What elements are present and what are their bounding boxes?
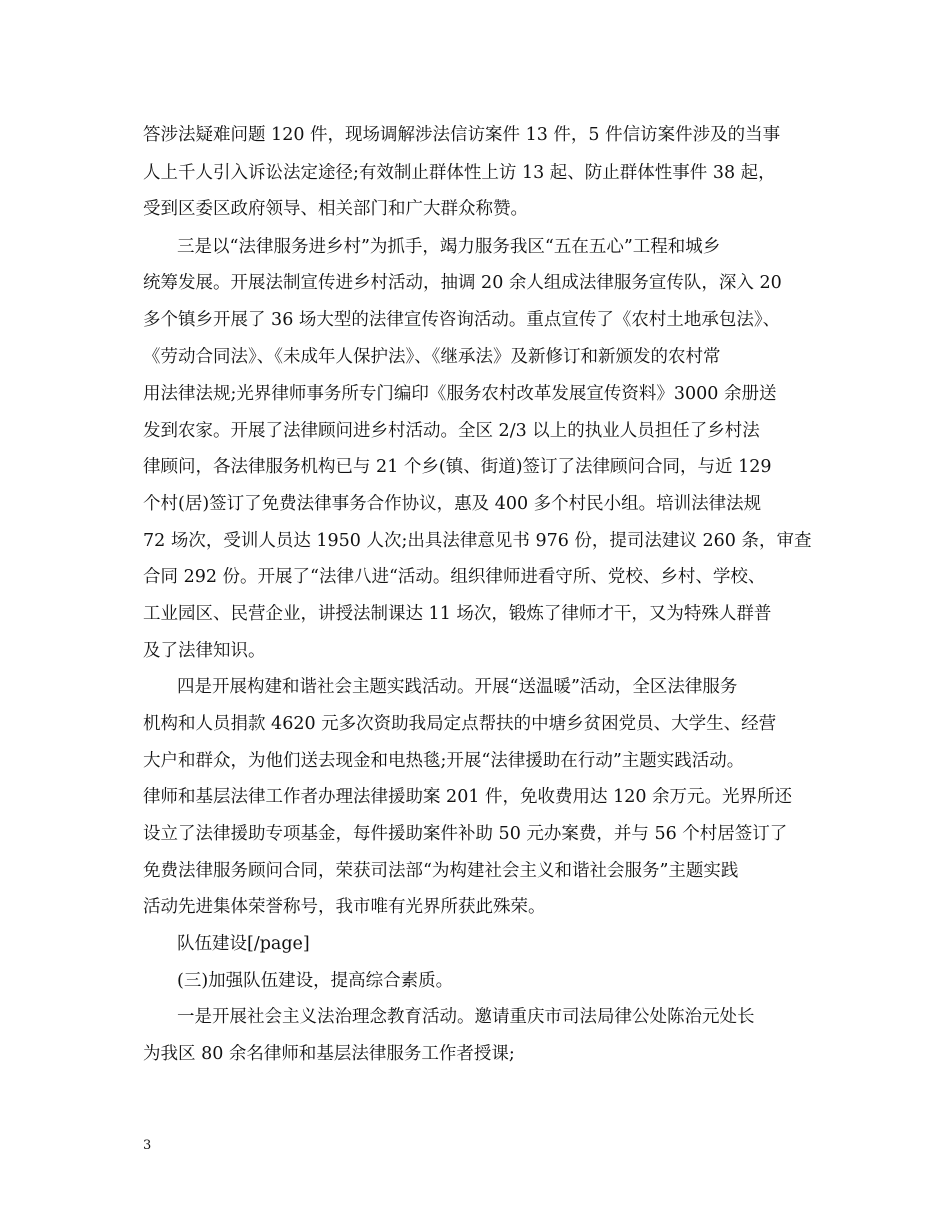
text-line: 个村(居)签订了免费法律事务合作协议，惠及 400 多个村民小组。培训法律法规 xyxy=(143,494,762,514)
text-line: 为我区 80 余名律师和基层法律服务工作者授课; xyxy=(143,1044,515,1064)
text-line: 大户和群众，为他们送去现金和电热毯;开展“法律援助在行动”主题实践活动。 xyxy=(143,751,745,771)
text-line: 设立了法律援助专项基金，每件援助案件补助 50 元办案费，并与 56 个村居签订了 xyxy=(143,824,788,844)
text-line: 活动先进集体荣誉称号，我市唯有光界所获此殊荣。 xyxy=(143,897,546,917)
text-line: 统筹发展。开展法制宣传进乡村活动，抽调 20 余人组成法律服务宣传队，深入 20 xyxy=(143,273,782,293)
paragraph-start-line: 四是开展构建和谐社会主题实践活动。开展“送温暖”活动，全区法律服务 xyxy=(177,677,738,697)
text-line: 答涉法疑难问题 120 件，现场调解涉法信访案件 13 件，5 件信访案件涉及的当事 xyxy=(143,125,781,145)
paragraph-start-line: 三是以“法律服务进乡村”为抓手，竭力服务我区“五在五心”工程和城乡 xyxy=(177,237,721,257)
text-line: 多个镇乡开展了 36 场大型的法律宣传咨询活动。重点宣传了《农村土地承包法》、 xyxy=(143,310,781,330)
text-line: 及了法律知识。 xyxy=(143,641,266,661)
text-line: 合同 292 份。开展了“法律八进“活动。组织律师进看守所、党校、乡村、学校、 xyxy=(143,567,766,587)
page-number: 3 xyxy=(143,1138,152,1153)
text-line: 机构和人员捐款 4620 元多次资助我局定点帮扶的中塘乡贫困党员、大学生、经营 xyxy=(143,714,777,734)
text-line: 72 场次，受训人员达 1950 人次;出具法律意见书 976 份，提司法建议 260 条，审查 xyxy=(143,531,812,551)
section-label: 队伍建设[/page] xyxy=(177,934,310,954)
text-line: 用法律法规;光界律师事务所专门编印《服务农村改革发展宣传资料》3000 余册送 xyxy=(143,384,777,404)
text-line: 人上千人引入诉讼法定途径;有效制止群体性上访 13 起、防止群体性事件 38 起， xyxy=(143,163,776,183)
paragraph-start-line: 一是开展社会主义法治理念教育活动。邀请重庆市司法局律公处陈治元处长 xyxy=(177,1007,755,1027)
text-line: 发到农家。开展了法律顾问进乡村活动。全区 2/3 以上的执业人员担任了乡村法 xyxy=(143,421,760,441)
text-line: 工业园区、民营企业，讲授法制课达 11 场次，锻炼了律师才干，又为特殊人群普 xyxy=(143,604,772,624)
text-line: 律顾问，各法律服务机构已与 21 个乡(镇、街道)签订了法律顾问合同，与近 129 xyxy=(143,457,772,477)
text-line: 律师和基层法律工作者办理法律援助案 201 件，免收费用达 120 余万元。光界所还 xyxy=(143,787,793,807)
text-line: 受到区委区政府领导、相关部门和广大群众称赞。 xyxy=(143,199,528,219)
text-line: 免费法律服务顾问合同，荣获司法部“为构建社会主义和谐社会服务”主题实践 xyxy=(143,861,739,881)
text-line: 《劳动合同法》、《未成年人保护法》、《继承法》及新修订和新颁发的农村常 xyxy=(143,347,721,367)
section-heading: (三)加强队伍建设，提高综合素质。 xyxy=(177,971,454,991)
